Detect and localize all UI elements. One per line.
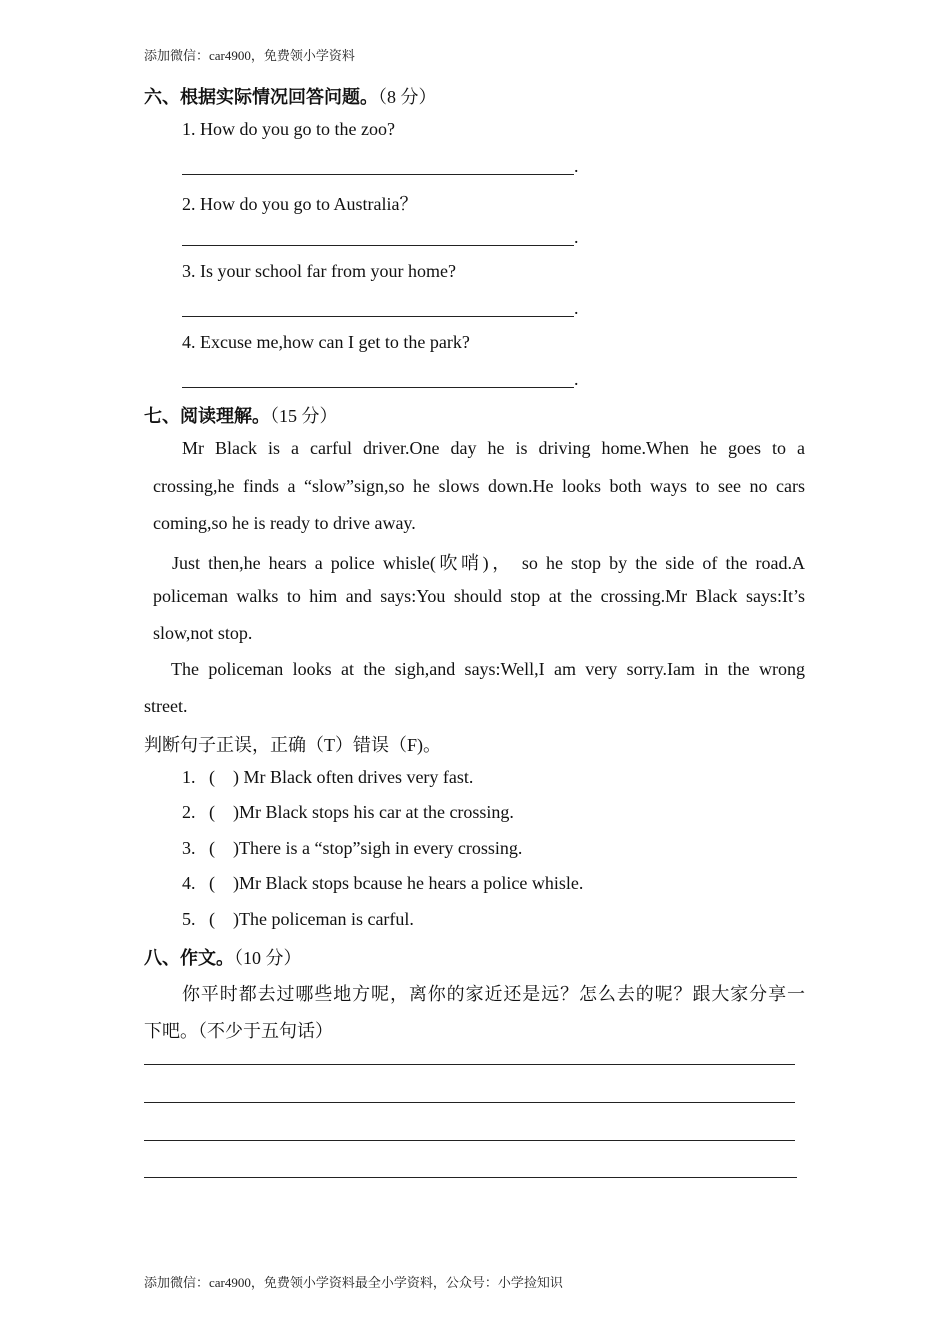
question-3: 3. Is your school far from your home?: [182, 261, 456, 281]
question-1: 1. How do you go to the zoo?: [182, 119, 395, 139]
essay-line-2[interactable]: [144, 1102, 795, 1103]
section6-title: 六、根据实际情况回答问题。: [144, 87, 378, 107]
passage-line-2: crossing,he finds a “slow”sign,so he slows down.He looks both ways to see no cars: [153, 476, 805, 496]
answer-line-2[interactable]: [182, 245, 574, 246]
essay-prompt-line-1: 你平时都去过哪些地方呢，离你的家近还是远？怎么去的呢？跟大家分享一: [182, 984, 805, 1004]
answer-line-1[interactable]: [182, 174, 574, 175]
page-footer: 添加微信：car4900，免费领小学资料最全小学资料，公众号：小学捡知识: [144, 1275, 563, 1290]
section8-heading: [144, 944, 302, 970]
answer-period-1: .: [574, 156, 579, 176]
passage-line-4: Just then,he hears a police whisle(吹哨)， so he stop by the side of the road.A: [172, 553, 805, 573]
question-4: 4. Excuse me,how can I get to the park?: [182, 332, 470, 352]
section8-points: （10 分）: [234, 948, 302, 968]
answer-line-3[interactable]: [182, 316, 574, 317]
passage-line-1: Mr Black is a carful driver.One day he is driving home.When he goes to a: [182, 438, 805, 458]
section7-title: 七、阅读理解。: [144, 406, 270, 426]
question-2: 2. How do you go to Australia？: [182, 194, 418, 214]
tf-item-1[interactable]: 1. ( ) Mr Black often drives very fast.: [182, 767, 474, 787]
tf-item-2[interactable]: 2. ( )Mr Black stops his car at the crossing.: [182, 802, 514, 822]
page-header: 添加微信：car4900，免费领小学资料: [144, 48, 355, 63]
passage-line-6: slow,not stop.: [153, 623, 253, 643]
passage-line-3: coming,so he is ready to drive away.: [153, 513, 416, 533]
passage-line-5: policeman walks to him and says:You should stop at the crossing.Mr Black says:It’s: [153, 586, 805, 606]
tf-instruction: 判断句子正误，正确（T）错误（F)。: [144, 735, 441, 755]
essay-line-4[interactable]: [144, 1177, 797, 1178]
section7-heading: [144, 402, 338, 428]
answer-period-4: .: [574, 369, 579, 389]
answer-period-2: .: [574, 227, 579, 247]
tf-item-4[interactable]: 4. ( )Mr Black stops bcause he hears a police whisle.: [182, 873, 584, 893]
section7-points: （15 分）: [270, 406, 338, 426]
essay-line-1[interactable]: [144, 1064, 795, 1065]
tf-item-3[interactable]: 3. ( )There is a “stop”sigh in every crossing.: [182, 838, 523, 858]
essay-line-3[interactable]: [144, 1140, 795, 1141]
essay-prompt-line-2: 下吧。（不少于五句话）: [144, 1021, 333, 1041]
tf-item-5[interactable]: 5. ( )The policeman is carful.: [182, 909, 414, 929]
answer-period-3: .: [574, 298, 579, 318]
answer-line-4[interactable]: [182, 387, 574, 388]
section8-title: 八、作文。: [144, 948, 234, 968]
section6-heading: [144, 83, 437, 109]
passage-line-7: The policeman looks at the sigh,and says:Well,I am very sorry.Iam in the wrong: [171, 659, 805, 679]
passage-line-8: street.: [144, 696, 188, 716]
section6-points: （8 分）: [378, 87, 437, 107]
